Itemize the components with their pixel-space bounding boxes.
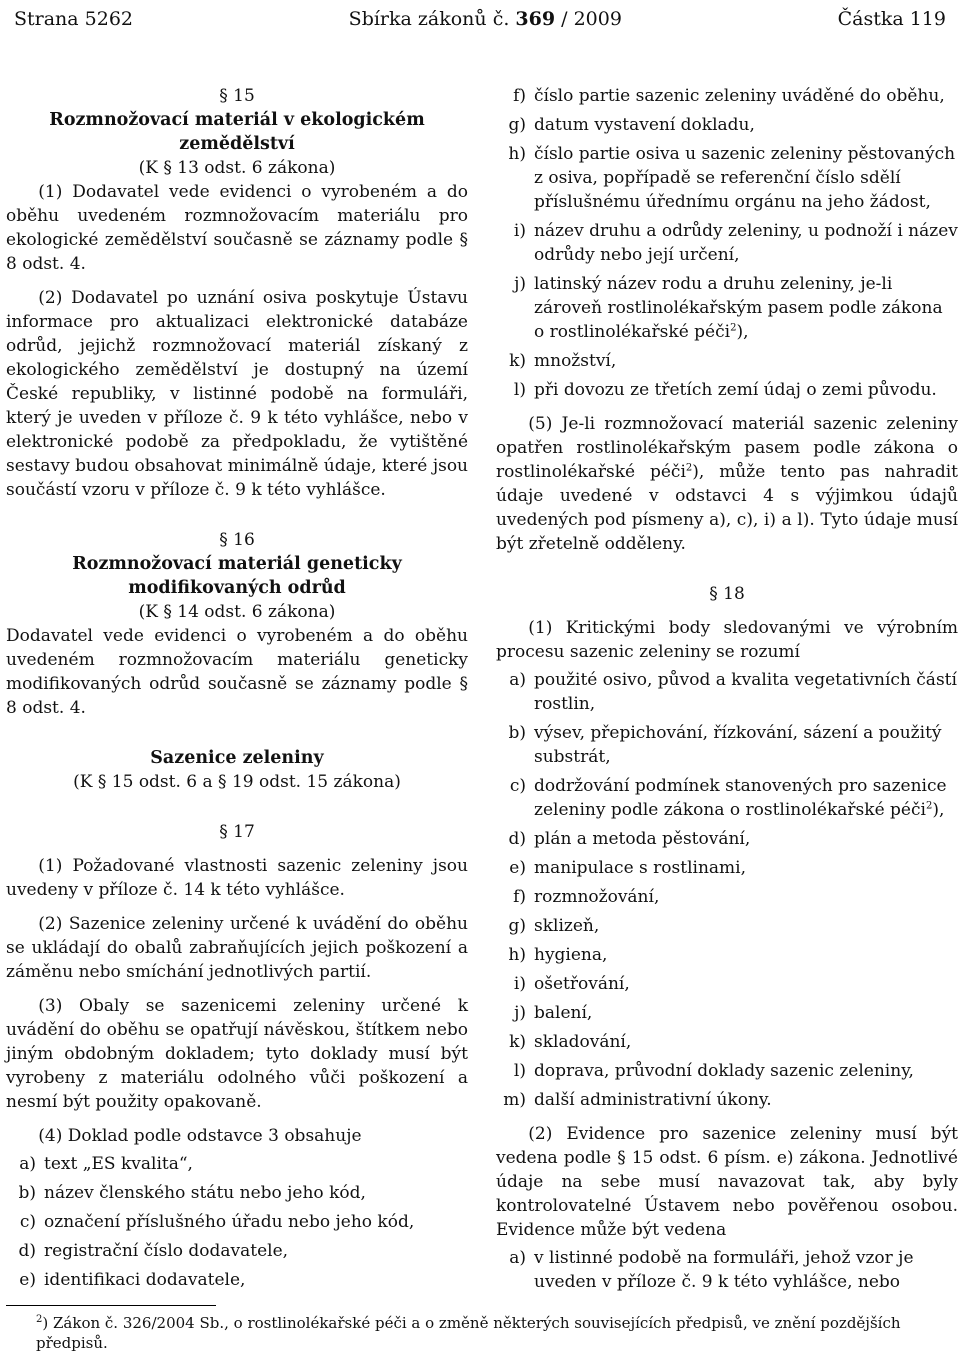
paragraph-text: ), může tento pas nahradit údaje uvedené v odstavci 4 s výjimkou údajů uvedených pod písmeny a), c), i) a l). Tyto údaje musí být zřetelně odděleny. — [496, 462, 958, 554]
item-list — [496, 668, 958, 1112]
collection-prefix: Sbírka zákonů č. — [348, 8, 510, 30]
item-marker: b) — [18, 1183, 36, 1203]
list-item — [496, 721, 958, 769]
item-marker: c) — [509, 776, 526, 796]
item-text: manipulace s rostlinami, — [534, 858, 746, 878]
paragraph: (3) Obaly se sazenicemi zeleniny určené k uvádění do oběhu se opatřují návěskou, štítkem nebo jiným obdobným dokladem; tyto doklady musí být vyrobeny z materiálu odolného vůči poškození a nesmí být použity opakovaně. — [6, 996, 468, 1112]
item-marker: g) — [508, 916, 526, 936]
section-title: § 15 — [219, 86, 255, 106]
item-text: v listinné podobě na formuláři, jehož vzor je uveden v příloze č. 9 k této vyhlášce, nebo — [534, 1248, 914, 1292]
item-list — [496, 1246, 958, 1294]
list-item — [496, 972, 958, 996]
section-heading: modifikovaných odrůd — [128, 578, 346, 598]
subsection-reference: (K § 15 odst. 6 a § 19 odst. 15 zákona) — [73, 772, 401, 792]
list-item — [496, 914, 958, 938]
paragraph: (1) Kritickými body sledovanými ve výrobním procesu sazenic zeleniny se rozumí — [496, 618, 958, 662]
footnote-mark: 2 — [36, 1314, 43, 1325]
section-title: § 18 — [709, 584, 745, 604]
collection-number: 369 — [515, 8, 556, 30]
item-text-body: latinský název rodu a druhu zeleniny, je-li zároveň rostlinolékařským pasem podle zákona o rostlinolékařské péči — [534, 274, 943, 342]
item-text: registrační číslo dodavatele, — [44, 1241, 289, 1261]
list-item — [496, 272, 958, 344]
list-item — [496, 1059, 958, 1083]
section-17 — [6, 820, 468, 1292]
section-15 — [6, 84, 468, 502]
item-marker: e) — [19, 1270, 36, 1290]
paragraph: (1) Požadované vlastnosti sazenic zeleniny jsou uvedeny v příloze č. 14 k této vyhlášce. — [6, 856, 468, 900]
right-column — [496, 84, 958, 1299]
item-marker: k) — [509, 351, 526, 371]
item-marker: a) — [19, 1154, 36, 1174]
item-marker: a) — [509, 670, 526, 690]
subsection-sazenice — [6, 746, 468, 794]
section-title: § 17 — [219, 822, 255, 842]
item-text: ošetřování, — [534, 974, 630, 994]
item-text: označení příslušného úřadu nebo jeho kód, — [44, 1212, 415, 1232]
footnote — [36, 1313, 950, 1353]
item-text: při dovozu ze třetích zemí údaj o zemi původu. — [534, 380, 937, 400]
footnote-divider — [6, 1305, 216, 1306]
item-list — [6, 1152, 468, 1292]
item-marker: h) — [508, 144, 526, 164]
item-text: množství, — [534, 351, 617, 371]
item-text: další administrativní úkony. — [534, 1090, 772, 1110]
item-marker: f) — [513, 86, 526, 106]
item-text: hygiena, — [534, 945, 608, 965]
list-item — [496, 113, 958, 137]
left-column — [6, 84, 468, 1297]
list-item — [496, 668, 958, 716]
item-text — [534, 774, 958, 822]
page-header — [14, 4, 946, 34]
item-text: název druhu a odrůdy zeleniny, u podnoží i název odrůdy nebo její určení, — [534, 221, 958, 265]
item-text: text „ES kvalita“, — [44, 1154, 193, 1174]
item-list-continued — [496, 84, 958, 402]
footnote-text: ) Zákon č. 326/2004 Sb., o rostlinolékařské péči a o změně některých souvisejících předpisů, ve znění pozdějších předpisů. — [36, 1314, 901, 1352]
subsection-heading: Sazenice zeleniny — [150, 748, 324, 768]
footnote-ref: 2 — [730, 322, 737, 334]
list-item — [496, 1246, 958, 1294]
footnote-ref: 2 — [925, 800, 933, 812]
list-item — [496, 856, 958, 880]
item-text-body: dodržování podmínek stanovených pro sazenice zeleniny podle zákona o rostlinolékařské péči — [534, 776, 947, 820]
list-item — [496, 1030, 958, 1054]
list-item — [496, 378, 958, 402]
item-text: sklizeň, — [534, 916, 600, 936]
paragraph: (2) Evidence pro sazenice zeleniny musí být vedena podle § 15 odst. 6 písm. e) zákona. Jednotlivé údaje na sebe musí navazovat tak, aby byly kontrolovatelné Ústavem nebo pověřenou osobou. Evidence může být vedena — [496, 1124, 958, 1240]
item-marker: f) — [513, 887, 526, 907]
item-marker: i) — [513, 221, 526, 241]
item-text: datum vystavení dokladu, — [534, 115, 755, 135]
paragraph: Dodavatel vede evidenci o vyrobeném a do oběhu uvedeném rozmnožovacím materiálu geneticky modifikovaných odrůd současně se záznamy podle § 8 odst. 4. — [6, 626, 468, 718]
item-text: plán a metoda pěstování, — [534, 829, 751, 849]
item-marker: m) — [503, 1090, 526, 1110]
item-text: doprava, průvodní doklady sazenic zeleniny, — [534, 1061, 914, 1081]
item-marker: d) — [18, 1241, 36, 1261]
item-text: název členského státu nebo jeho kód, — [44, 1183, 366, 1203]
item-text: výsev, přepichování, řízkování, sázení a použitý substrát, — [534, 723, 942, 767]
footnote-ref: 2 — [685, 462, 693, 474]
section-16 — [6, 528, 468, 720]
item-marker: g) — [508, 115, 526, 135]
item-marker: l) — [513, 1061, 526, 1081]
list-item — [6, 1152, 468, 1176]
list-item — [496, 349, 958, 373]
item-marker: h) — [508, 945, 526, 965]
section-reference: (K § 14 odst. 6 zákona) — [138, 602, 336, 622]
part-number: Částka 119 — [837, 8, 946, 30]
item-marker: a) — [509, 1248, 526, 1268]
list-item — [496, 774, 958, 822]
paragraph: (2) Sazenice zeleniny určené k uvádění do oběhu se ukládají do obalů zabraňujících jejich poškození a záměnu nebo smíchání jednotlivých partií. — [6, 914, 468, 982]
paragraph: (2) Dodavatel po uznání osiva poskytuje Ústavu informace pro aktualizaci elektronické databáze odrůd, jejichž rozmnožovací materiál získaný z ekologického zemědělství je dostupný na území České republiky, v listinné podobě na formuláři, který je uveden v příloze č. 9 k této vyhlášce, nebo v elektronické podobě za předpokladu, že vytištěné sestavy budou obsahovat minimálně údaje, které jsou součástí vzoru v příloze č. 9 k této vyhlášce. — [6, 288, 468, 500]
list-item — [496, 219, 958, 267]
section-heading: Rozmnožovací materiál geneticky — [72, 554, 402, 574]
item-marker: d) — [508, 829, 526, 849]
item-marker: e) — [509, 858, 526, 878]
paragraph — [496, 412, 958, 556]
item-text: skladování, — [534, 1032, 632, 1052]
paragraph: (4) Doklad podle odstavce 3 obsahuje — [38, 1126, 362, 1146]
item-text: identifikaci dodavatele, — [44, 1270, 246, 1290]
page-number: Strana 5262 — [14, 8, 134, 30]
list-item — [6, 1181, 468, 1205]
item-marker: l) — [513, 380, 526, 400]
item-text: balení, — [534, 1003, 593, 1023]
list-item — [496, 943, 958, 967]
list-item — [6, 1268, 468, 1292]
item-marker: j) — [514, 1003, 526, 1023]
section-heading: Rozmnožovací materiál v ekologickém zemědělství — [49, 110, 425, 154]
item-marker: j) — [514, 274, 526, 294]
list-item — [6, 1239, 468, 1263]
list-item — [496, 885, 958, 909]
list-item — [496, 84, 958, 108]
item-marker: k) — [509, 1032, 526, 1052]
paragraph-text: (5) Je-li rozmnožovací materiál sazenic zeleniny opatřen rostlinolékařským pasem podle zákona o rostlinolékařské péči — [496, 414, 958, 482]
collection-year: / 2009 — [561, 8, 622, 30]
list-item — [496, 142, 958, 214]
item-text: číslo partie osiva u sazenic zeleniny pěstovaných z osiva, popřípadě se referenční číslo sdělí příslušnému úřednímu orgánu na jeho žádost, — [534, 144, 956, 212]
item-text: číslo partie sazenic zeleniny uváděné do oběhu, — [534, 86, 945, 106]
item-text: rozmnožování, — [534, 887, 660, 907]
list-item — [496, 1001, 958, 1025]
item-text-tail: ), — [736, 322, 749, 342]
list-item — [496, 827, 958, 851]
paragraph: (1) Dodavatel vede evidenci o vyrobeném a do oběhu uvedeném rozmnožovacím materiálu pro ekologické zemědělství současně se záznamy podle § 8 odst. 4. — [6, 182, 468, 274]
item-marker: i) — [513, 974, 526, 994]
section-reference: (K § 13 odst. 6 zákona) — [138, 158, 336, 178]
section-18 — [496, 582, 958, 1294]
section-title: § 16 — [219, 530, 255, 550]
item-marker: c) — [19, 1212, 36, 1232]
item-text — [534, 272, 958, 344]
item-text: použité osivo, původ a kvalita vegetativních částí rostlin, — [534, 670, 957, 714]
item-marker: b) — [508, 723, 526, 743]
list-item — [496, 1088, 958, 1112]
collection-title — [349, 8, 622, 30]
item-text-tail: ), — [932, 800, 945, 820]
list-item — [6, 1210, 468, 1234]
